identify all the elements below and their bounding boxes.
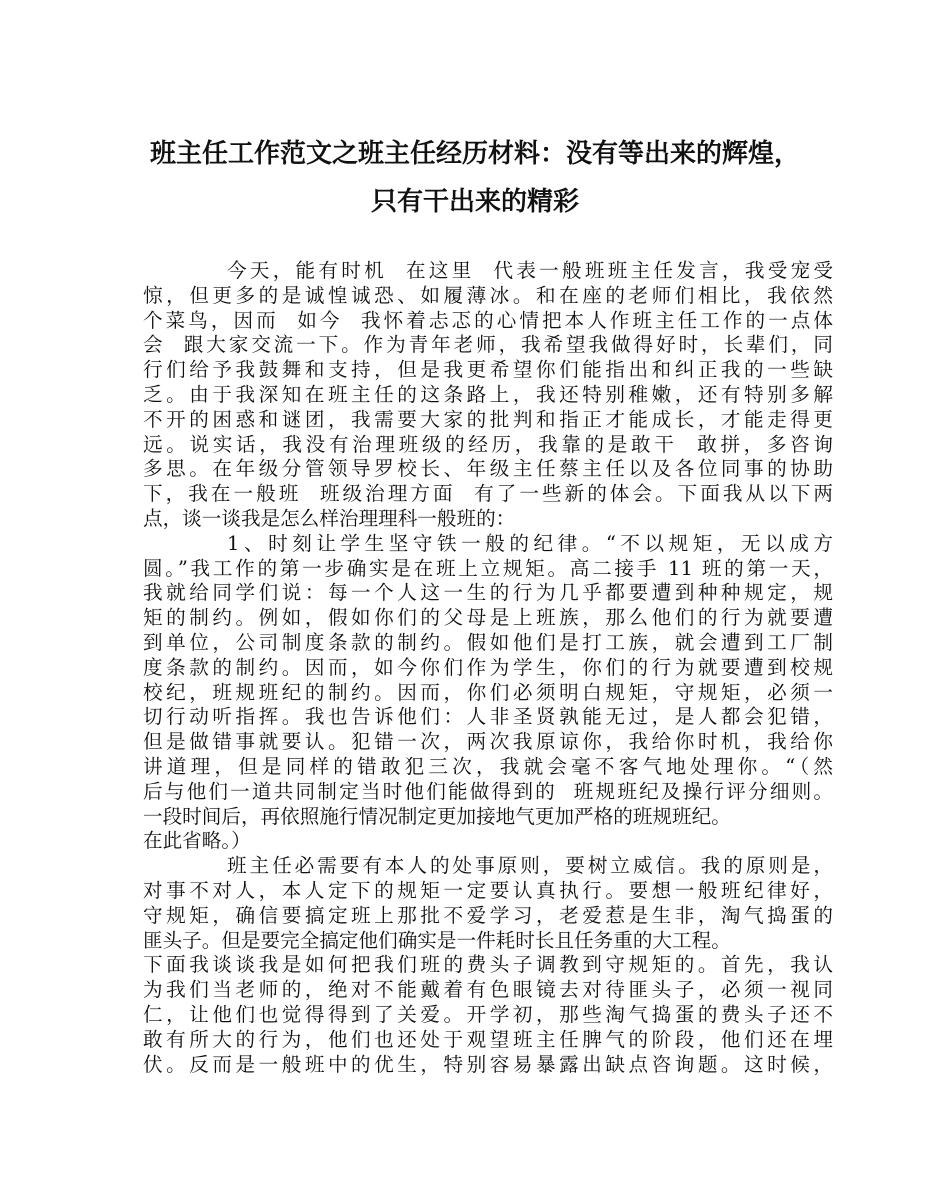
document-body: [143, 259, 833, 1077]
body-line: 1、时刻让学生坚守铁一般的纪律。“不以规矩，无以成方: [227, 531, 833, 555]
body-line: 匪头子。但是要完全搞定他们确实是一件耗时长且任务重的大工程。: [143, 928, 731, 952]
body-line: 讲道理，但是同样的错敢犯三次，我就会毫不客气地处理你。“（然: [143, 754, 833, 778]
body-line: 矩的制约。例如，假如你们的父母是上班族，那么他们的行为就要遭: [143, 606, 833, 630]
body-line: 下，我在一般班 班级治理方面 有了一些新的体会。下面我从以下两: [143, 482, 833, 506]
body-line: 不开的困惑和谜团，我需要大家的批判和指正才能成长，才能走得更: [143, 407, 833, 431]
body-line: 行们给予我鼓舞和支持，但是我更希望你们能指出和纠正我的一些缺: [143, 358, 833, 382]
title-line-2: 只有干出来的精彩: [370, 187, 579, 217]
body-line: 我就给同学们说：每一个人这一生的行为几乎都要遭到种种规定，规: [143, 581, 833, 605]
body-line: 度条款的制约。因而，如今你们作为学生，你们的行为就要遭到校规: [143, 655, 833, 679]
body-line: 为我们当老师的，绝对不能戴着有色眼镜去对待匪头子，必须一视同: [143, 978, 833, 1002]
body-line: 到单位，公司制度条款的制约。假如他们是打工族，就会遭到工厂制: [143, 630, 833, 654]
body-line: 今天，能有时机 在这里 代表一般班班主任发言，我受宠受: [227, 259, 833, 282]
body-line: 但是做错事就要认。犯错一次，两次我原谅你，我给你时机，我给你: [143, 730, 833, 754]
body-line: 多思。在年级分管领导罗校长、年级主任蔡主任以及各位同事的协助: [143, 457, 833, 481]
body-line: 圆。”我工作的第一步确实是在班上立规矩。高二接手 11 班的第一天，: [143, 556, 833, 580]
body-line: 伏。反而是一般班中的优生，特别容易暴露出缺点咨询题。这时候，: [143, 1052, 833, 1076]
body-line: 后与他们一道共同制定当时他们能做得到的 班规班纪及操行评分细则。: [143, 779, 833, 803]
title-line-1: 班主任工作范文之班主任经历材料：没有等出来的辉煌，: [149, 139, 800, 169]
body-line: 校纪，班规班纪的制约。因而，你们必须明白规矩，守规矩，必须一: [143, 680, 833, 704]
body-line: 在此省略。）: [143, 829, 251, 853]
document-title: [120, 130, 830, 226]
body-line: 惊，但更多的是诚惶诚恐、如履薄冰。和在座的老师们相比，我依然: [143, 283, 833, 307]
body-line: 下面我谈谈我是如何把我们班的费头子调教到守规矩的。首先，我认: [143, 953, 833, 977]
body-line: 一段时间后，再依照施行情况制定更加接地气更加严格的班规班纪。: [143, 804, 731, 828]
body-line: 仁，让他们也觉得得到了关爱。开学初，那些淘气捣蛋的费头子还不: [143, 1002, 833, 1026]
body-line: 守规矩，确信要搞定班上那批不爱学习，老爱惹是生非，淘气捣蛋的: [143, 903, 833, 927]
body-line: 乏。由于我深知在班主任的这条路上，我还特别稚嫩，还有特别多解: [143, 382, 833, 406]
body-line: 远。说实话，我没有治理班级的经历，我靠的是敢干 敢拼，多咨询: [143, 432, 833, 456]
body-line: 班主任必需要有本人的处事原则，要树立威信。我的原则是，: [227, 854, 833, 878]
body-line: 对事不对人，本人定下的规矩一定要认真执行。要想一般班纪律好，: [143, 878, 833, 902]
body-line: 个菜鸟，因而 如今 我怀着忐忑的心情把本人作班主任工作的一点体: [143, 308, 833, 332]
body-line: 点，谈一谈我是怎么样治理理科一般班的：: [143, 506, 516, 530]
body-line: 会 跟大家交流一下。作为青年老师，我希望我做得好时，长辈们，同: [143, 333, 833, 357]
body-line: 切行动听指挥。我也告诉他们：人非圣贤孰能无过，是人都会犯错，: [143, 705, 833, 729]
body-line: 敢有所大的行为，他们也还处于观望班主任脾气的阶段，他们还在埋: [143, 1027, 833, 1051]
